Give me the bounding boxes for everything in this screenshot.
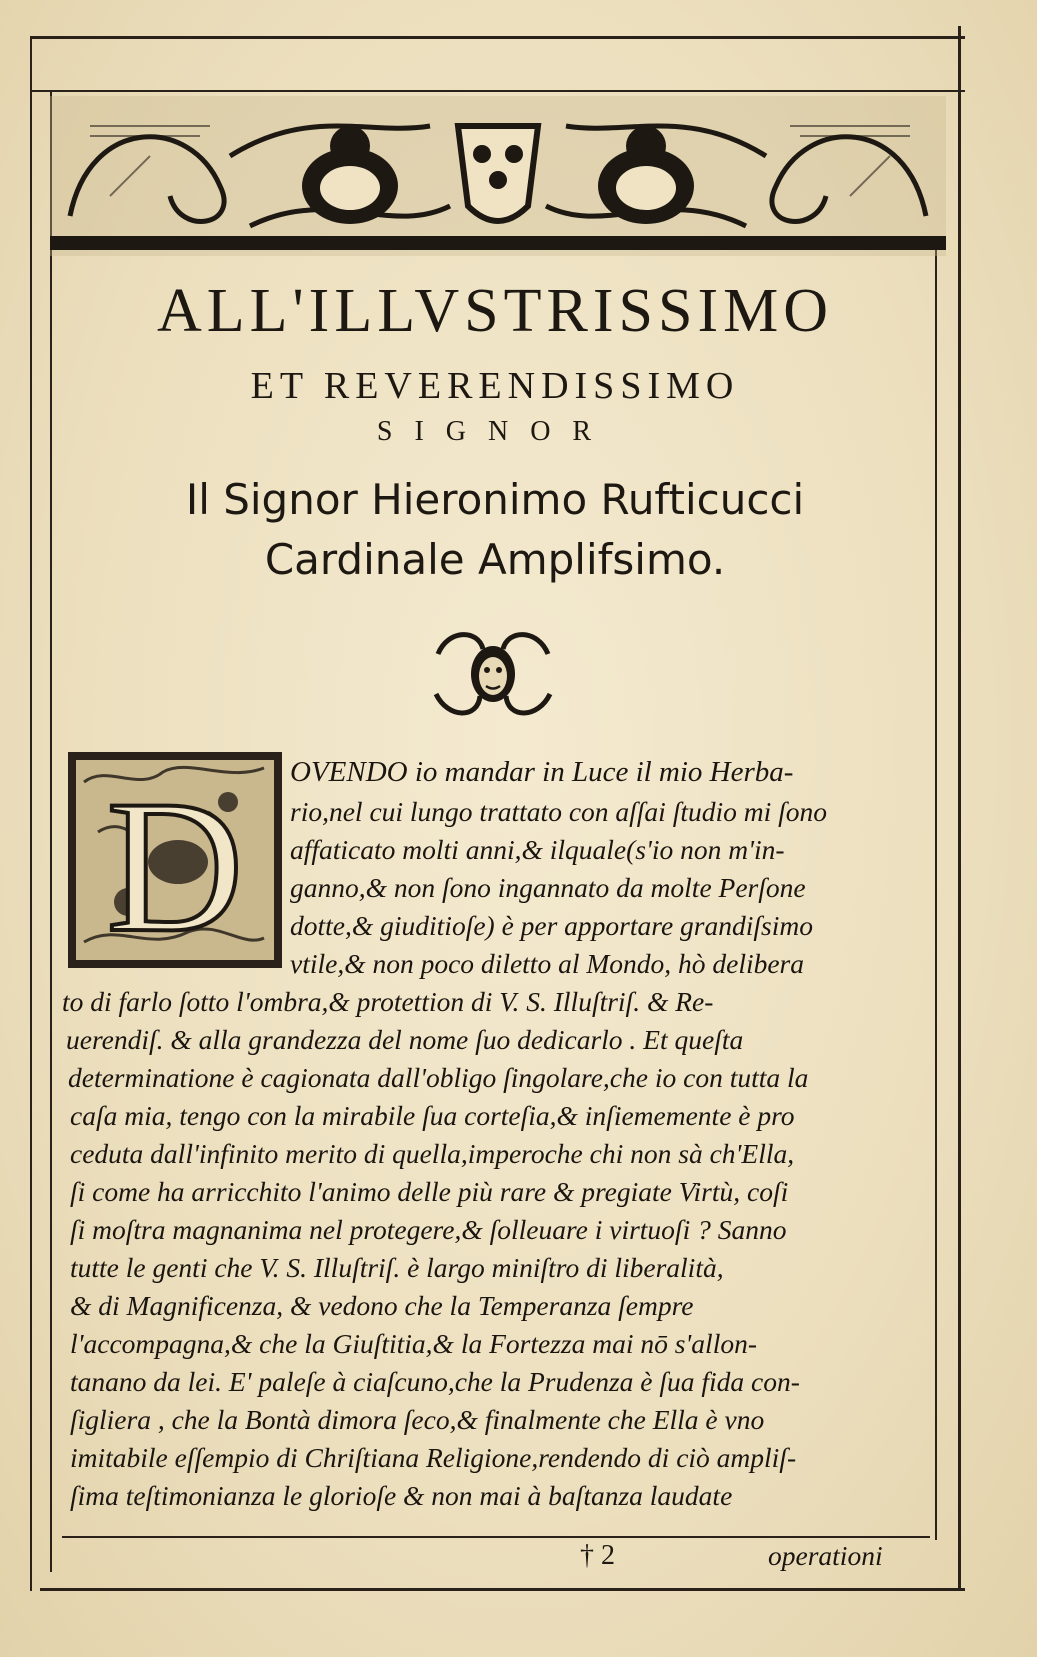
body-line: uerendiſ. & alla grandezza del nome ſuo dedicarlo . Et queſta bbox=[66, 1024, 744, 1055]
signature-mark: † 2 bbox=[580, 1540, 615, 1571]
body-line: affaticato molti anni,& ilquale(s'io non m'in- bbox=[290, 834, 785, 865]
body-line: ceduta dall'infinito merito di quella,imperoche chi non sà ch'Ella, bbox=[70, 1138, 795, 1169]
dedication-title-line3: SIGNOR bbox=[376, 416, 614, 447]
body-line: & di Magnificenza, & vedono che la Temperanza ſempre bbox=[70, 1290, 694, 1321]
footer-rule bbox=[62, 1536, 930, 1538]
frame-rule-left bbox=[30, 36, 32, 1591]
catchword: operationi bbox=[768, 1540, 883, 1571]
initial-frame bbox=[68, 752, 282, 968]
body-line: ſima teſtimonianza le glorioſe & non mai à baſtanza laudate bbox=[70, 1480, 733, 1511]
headpiece-ornament bbox=[50, 96, 946, 256]
body-line: ſi moſtra magnanima nel protegere,& ſolleuare i virtuoſi ? Sanno bbox=[70, 1214, 787, 1245]
dedication-recipient-title: Cardinale Amplifsimo. bbox=[264, 535, 726, 584]
frame-rule-top bbox=[30, 36, 965, 39]
body-line: dotte,& giuditioſe) è per apportare grandiſsimo bbox=[290, 910, 813, 941]
dedication-title-line2: ET REVERENDISSIMO bbox=[250, 365, 740, 407]
body-line: to di farlo ſotto l'ombra,& protettion di V. S. Illuſtriſ. & Re- bbox=[62, 986, 714, 1017]
body-line: rio,nel cui lungo trattato con aſſai ſtudio mi ſono bbox=[290, 796, 828, 827]
body-line: determinatione è cagionata dall'obligo ſingolare,che io con tutta la bbox=[68, 1062, 809, 1093]
initial-letter: D bbox=[106, 762, 244, 968]
frame-rule-right-inner bbox=[935, 240, 937, 1540]
body-line: imitabile eſſempio di Chriſtiana Religione,rendendo di ciò ampliſ- bbox=[70, 1442, 797, 1473]
dedication-title-line1: ALL'ILLVSTRISSIMO bbox=[156, 277, 834, 345]
body-line: ſi come ha arricchito l'animo delle più rare & pregiate Virtù, coſi bbox=[70, 1176, 789, 1207]
dedication-recipient-name: Il Signor Hieronimo Rufticucci bbox=[185, 475, 805, 524]
frame-rule-left-inner bbox=[50, 92, 52, 1572]
frame-rule-top-inner bbox=[30, 90, 965, 92]
frame-rule-right bbox=[958, 26, 961, 1591]
body-line: tutte le genti che V. S. Illuſtriſ. è largo miniſtro di liberalità, bbox=[70, 1252, 724, 1283]
body-line: tanano da lei. E' paleſe à ciaſcuno,che la Prudenza è ſua fida con- bbox=[70, 1366, 800, 1397]
frame-rule-bottom bbox=[40, 1588, 965, 1591]
body-line: OVENDO io mandar in Luce il mio Herba- bbox=[290, 756, 794, 788]
mask-ornament bbox=[428, 624, 558, 722]
body-line: vtile,& non poco diletto al Mondo, hò delibera bbox=[290, 948, 805, 979]
body-line: l'accompagna,& che la Giuſtitia,& la Fortezza mai nō s'allon- bbox=[70, 1328, 757, 1359]
body-line: caſa mia, tengo con la mirabile ſua corteſia,& inſiememente è pro bbox=[70, 1100, 795, 1131]
historiated-initial bbox=[68, 752, 282, 968]
body-line: ganno,& non ſono ingannato da molte Perſone bbox=[290, 872, 806, 903]
body-line: ſigliera , che la Bontà dimora ſeco,& finalmente che Ella è vno bbox=[70, 1404, 765, 1435]
